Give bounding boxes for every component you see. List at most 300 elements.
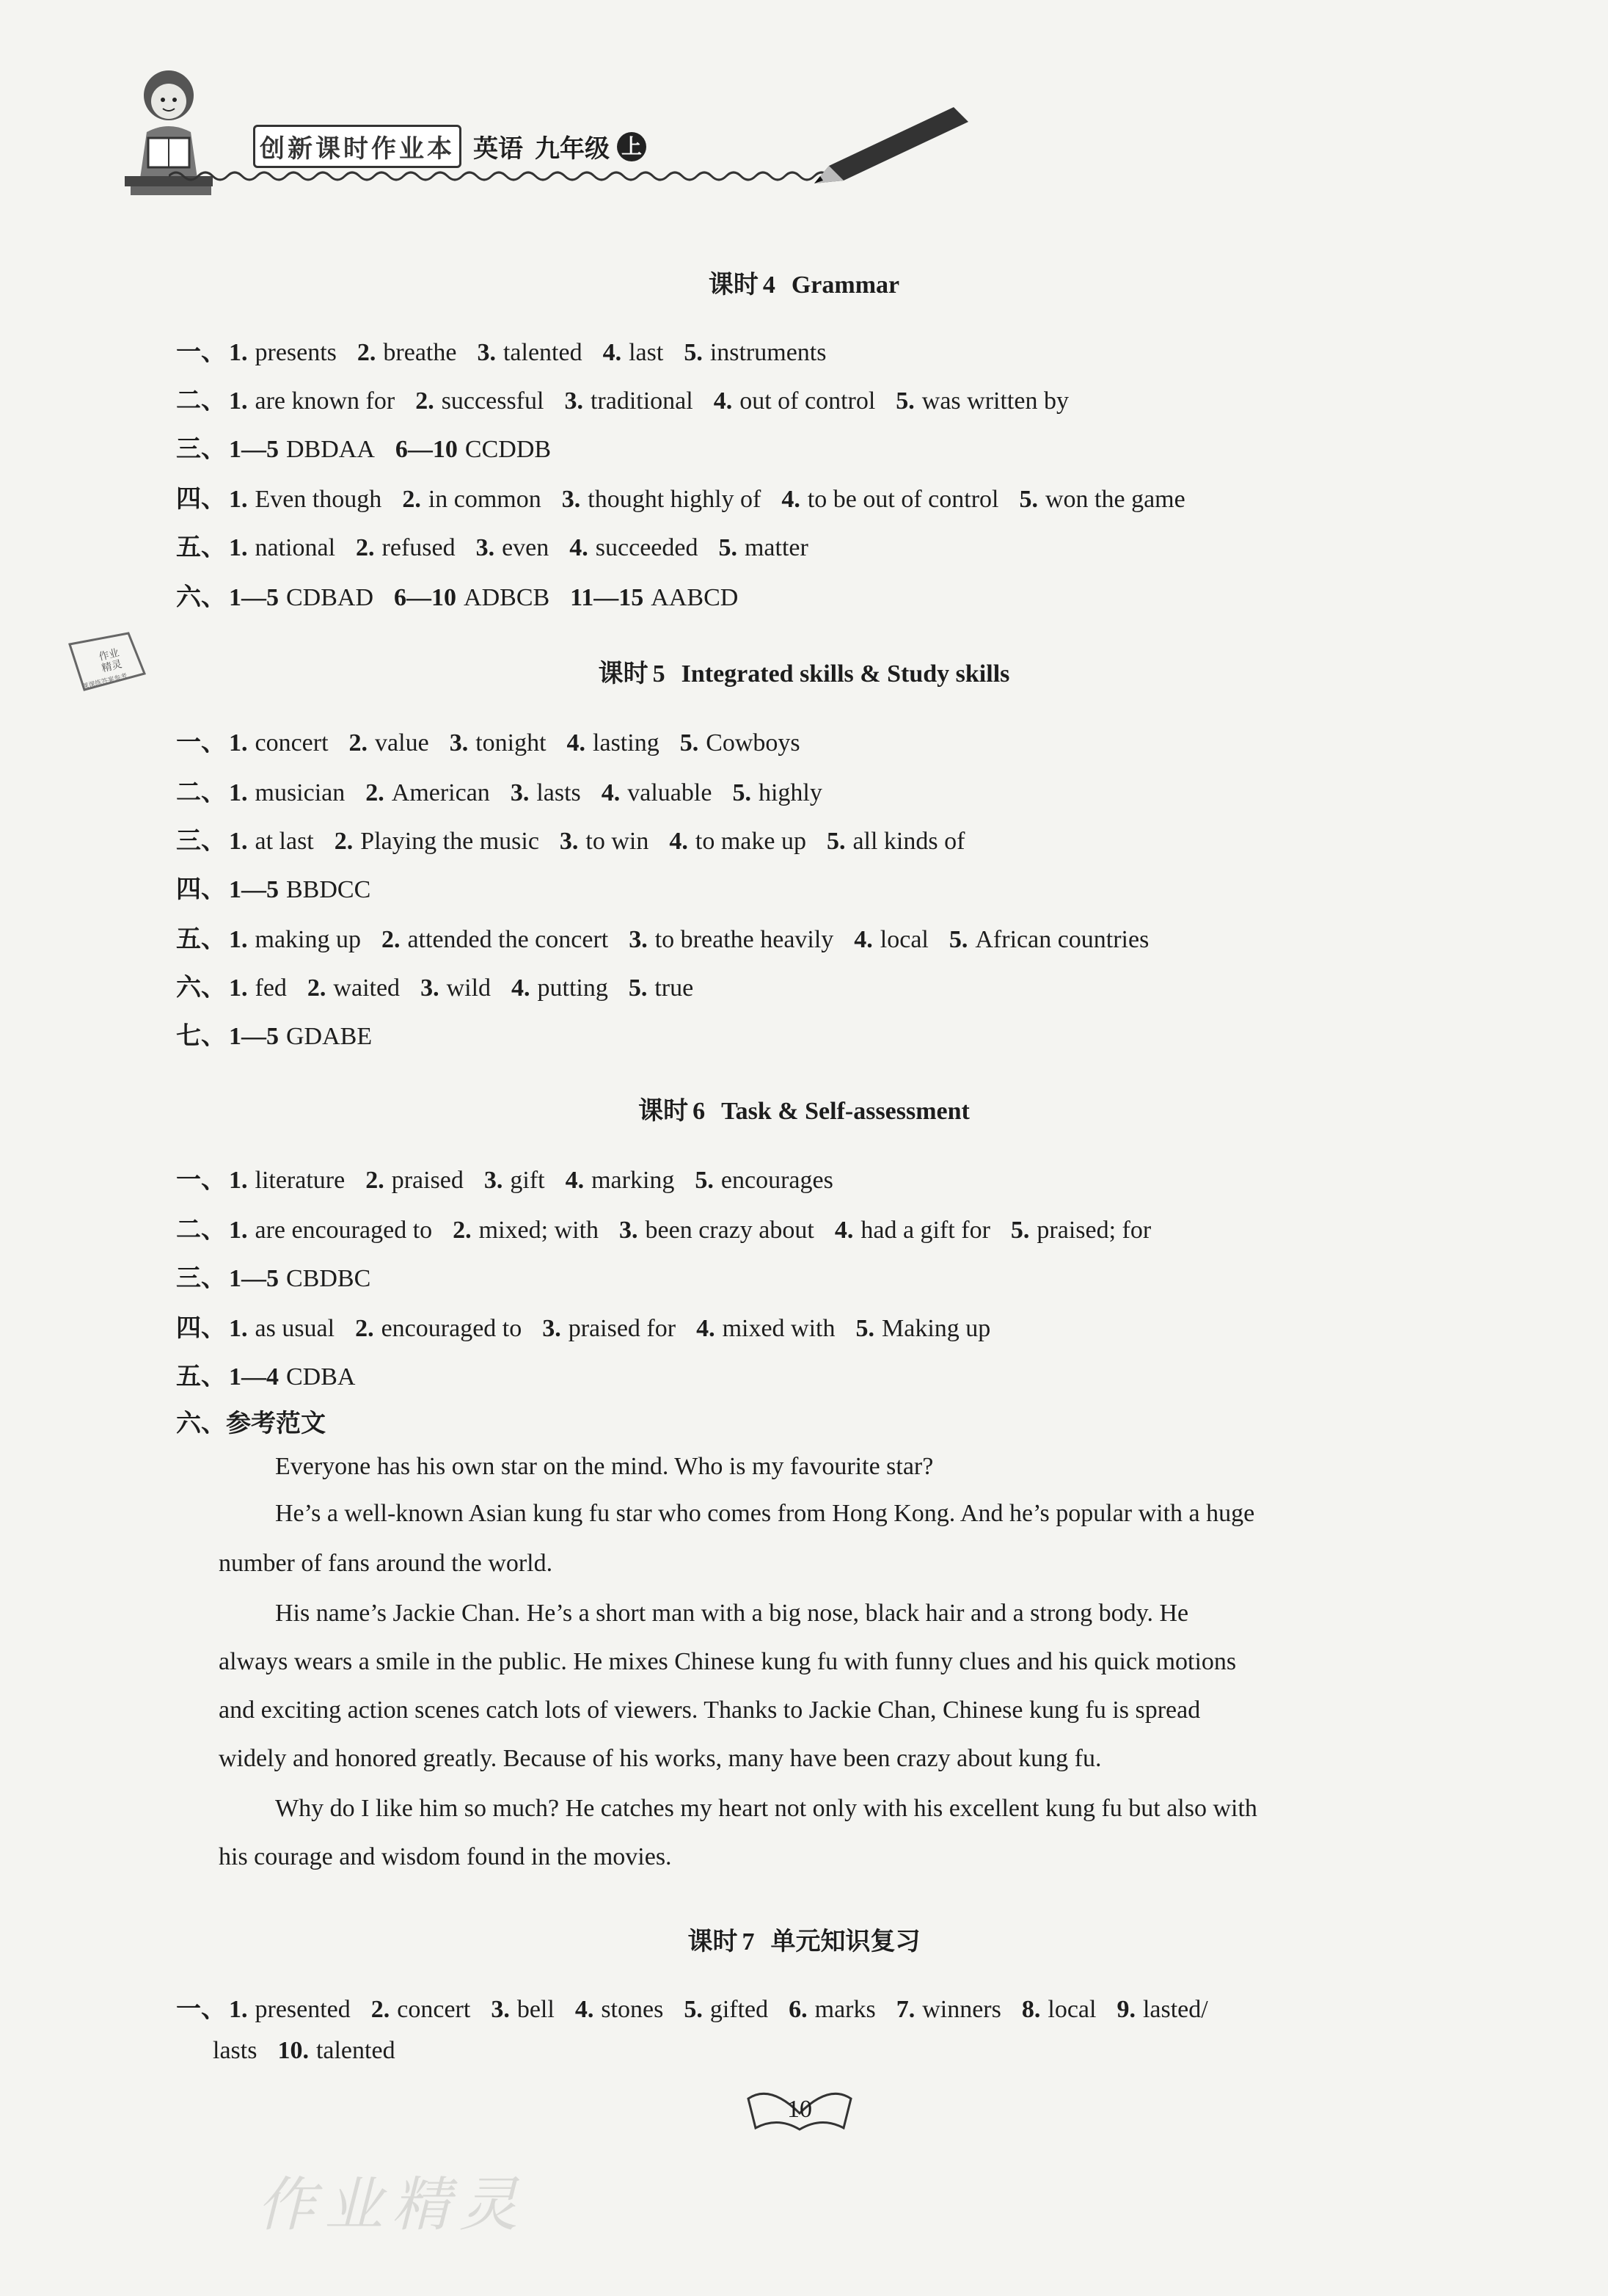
question-group-label: 六、 [176, 973, 226, 1002]
answer-text: gift [510, 1167, 545, 1194]
answer-text: American [391, 779, 490, 806]
answer-item [450, 729, 547, 757]
answer-text: matter [744, 534, 808, 561]
answer-text: mixed with [722, 1315, 836, 1342]
question-group-label: 二、 [176, 778, 226, 807]
answer-number: 8. [1021, 1996, 1041, 2023]
answer-text: concert [255, 729, 329, 757]
answer-item [229, 436, 375, 463]
answer-number: 4. [565, 1167, 585, 1194]
answer-text: all kinds of [852, 828, 965, 855]
essay-label: 六、参考范文 [176, 1409, 326, 1438]
answer-text: breathe [383, 339, 457, 366]
answer-text: lasted/ [1142, 1996, 1208, 2023]
grade-name: 九年级 [535, 134, 610, 164]
answer-number: 1. [229, 828, 248, 855]
answer-item [562, 486, 761, 513]
answer-text: to breathe heavily [654, 926, 834, 953]
answer-item [229, 1265, 370, 1292]
answer-number: 5. [684, 339, 703, 366]
answer-item [213, 2037, 257, 2064]
essay-heading [176, 1403, 329, 1439]
answer-text: won the game [1045, 486, 1185, 513]
answer-number: 3. [475, 534, 495, 561]
answer-number: 2. [370, 1996, 390, 2023]
answer-text: successful [441, 387, 544, 415]
watermark-text: 作业精灵 [257, 2171, 527, 2239]
answer-text: encourages [720, 1167, 833, 1194]
answer-number: 7. [896, 1996, 916, 2023]
answer-number: 5. [1019, 486, 1038, 513]
answer-item [229, 486, 381, 513]
answer-number: 1. [229, 729, 248, 757]
question-group-label: 四、 [176, 875, 226, 904]
answer-item [789, 1996, 876, 2023]
question-group-label: 二、 [176, 1215, 226, 1244]
answer-item [335, 828, 539, 855]
answer-number: 5. [732, 779, 751, 806]
answer-number: 1—5 [229, 584, 279, 611]
answer-line [176, 332, 847, 368]
volume-badge: 上 [617, 132, 646, 161]
answer-text: CBDBC [286, 1265, 371, 1292]
answer-item [229, 779, 345, 806]
question-group-label: 三、 [176, 434, 226, 464]
answer-item [1022, 1996, 1097, 2023]
answer-number: 4. [601, 779, 621, 806]
answer-item [277, 2037, 395, 2064]
answer-text: marks [814, 1996, 876, 2023]
answer-text: BBDCC [286, 876, 371, 903]
answer-item [575, 1996, 664, 2023]
answer-line [176, 722, 821, 758]
answer-number: 2. [453, 1217, 472, 1244]
answer-line [176, 527, 829, 563]
answer-text: praised for [568, 1315, 676, 1342]
question-group-label: 四、 [176, 1313, 226, 1343]
answer-text: Playing the music [360, 828, 539, 855]
answer-text: AABCD [651, 584, 739, 611]
answer-number: 4. [669, 828, 688, 855]
answer-number: 9. [1117, 1996, 1136, 2023]
answer-item [856, 1315, 991, 1342]
essay-line: widely and honored greatly. Because of his works, many have been crazy about kung fu. [219, 1745, 1102, 1772]
answer-number: 1—5 [229, 1265, 279, 1292]
answer-text: in common [428, 486, 541, 513]
answer-text: wild [446, 974, 491, 1002]
answer-line [176, 429, 571, 464]
answer-text: was written by [921, 387, 1069, 415]
lesson-label: 课时 [598, 660, 648, 688]
answer-text: marking [591, 1167, 675, 1194]
answer-item [229, 828, 314, 855]
answer-item [564, 387, 692, 415]
answer-item [229, 1023, 372, 1050]
answer-number: 2. [381, 926, 401, 953]
answer-item [835, 1217, 990, 1244]
question-group-label: 三、 [176, 1264, 226, 1293]
answer-item [355, 1315, 522, 1342]
answer-item [896, 1996, 1001, 2023]
answer-item [381, 926, 608, 953]
answer-number: 1. [229, 1217, 248, 1244]
answer-text: been crazy about [645, 1217, 814, 1244]
answer-number: 3. [483, 1167, 503, 1194]
answer-item [229, 1315, 335, 1342]
answer-item [684, 1996, 768, 2023]
answer-item [453, 1217, 599, 1244]
answer-item [420, 974, 491, 1002]
answer-number: 5. [855, 1315, 874, 1342]
answer-item [229, 534, 335, 561]
essay-line: his courage and wisdom found in the movies. [219, 1843, 672, 1870]
answer-text: presents [255, 339, 337, 366]
answer-item [542, 1315, 676, 1342]
answer-text: Even though [255, 486, 382, 513]
answer-text: even [502, 534, 549, 561]
answer-line [176, 1209, 1172, 1245]
answer-text: presented [255, 1996, 351, 2023]
answer-item [229, 1217, 432, 1244]
answer-item [1011, 1217, 1151, 1244]
answer-number: 3. [420, 974, 439, 1002]
answer-item [566, 1167, 675, 1194]
answer-item [395, 436, 551, 463]
answer-number: 2. [348, 729, 368, 757]
answer-text: Making up [882, 1315, 991, 1342]
question-group-label: 一、 [176, 1994, 226, 2024]
question-group-label: 五、 [176, 1362, 226, 1391]
answer-line [176, 478, 1206, 514]
answer-item [356, 534, 456, 561]
answer-number: 1—4 [229, 1363, 279, 1391]
answer-line [176, 1989, 1229, 2025]
answer-item [402, 486, 541, 513]
answer-number: 1. [229, 1996, 248, 2023]
page-number: 10 [787, 2096, 812, 2123]
answer-text: to make up [695, 828, 806, 855]
answer-item [669, 828, 806, 855]
essay-line: Why do I like him so much? He catches my heart not only with his excellent kung fu but also with [275, 1795, 1257, 1822]
answer-item [349, 729, 429, 757]
answer-text: CCDDB [464, 436, 552, 463]
answer-number: 5. [695, 1167, 714, 1194]
answer-number: 4. [781, 486, 800, 513]
question-group-label: 二、 [176, 386, 226, 415]
answer-number: 4. [566, 729, 586, 757]
answer-number: 4. [713, 387, 733, 415]
answer-text: traditional [590, 387, 693, 415]
answer-item [229, 729, 329, 757]
answer-item [1019, 486, 1185, 513]
answer-item [560, 828, 648, 855]
answer-text: valuable [627, 779, 712, 806]
answer-line [176, 869, 391, 905]
answer-item [680, 729, 800, 757]
answer-number: 3. [542, 1315, 561, 1342]
question-group-label: 一、 [176, 338, 226, 367]
answer-text: out of control [739, 387, 876, 415]
answer-item [229, 926, 361, 953]
answer-item [569, 534, 698, 561]
answer-number: 4. [574, 1996, 594, 2023]
essay-line: His name’s Jackie Chan. He’s a short man with a big nose, black hair and a strong body. He [275, 1600, 1189, 1627]
answer-number: 1. [229, 387, 248, 415]
answer-number: 1. [229, 486, 248, 513]
answer-text: literature [255, 1167, 346, 1194]
answer-number: 2. [357, 339, 376, 366]
answer-text: GDABE [286, 1023, 373, 1050]
answer-line [176, 577, 759, 613]
answer-number: 3. [561, 486, 581, 513]
answer-item [229, 339, 337, 366]
answer-text: African countries [975, 926, 1150, 953]
answer-number: 1. [229, 1315, 248, 1342]
answer-item [684, 339, 826, 366]
section-title-lesson-4 [0, 264, 1608, 300]
answer-number: 6—10 [394, 584, 457, 611]
answer-item [1117, 1996, 1207, 2023]
answer-item [229, 974, 287, 1002]
answer-number: 3. [619, 1217, 638, 1244]
answer-number: 1—5 [229, 436, 279, 463]
answer-item [477, 339, 582, 366]
answer-text: talented [503, 339, 582, 366]
question-group-label: 一、 [176, 1165, 226, 1195]
answer-text: putting [537, 974, 608, 1002]
answer-item [567, 729, 659, 757]
answer-number: 5. [896, 387, 915, 415]
answer-number: 2. [334, 828, 354, 855]
answer-number: 6—10 [395, 436, 458, 463]
answer-number: 1. [229, 1167, 248, 1194]
answer-item [484, 1167, 545, 1194]
answer-number: 1. [229, 779, 248, 806]
answer-number: 4. [854, 926, 873, 953]
essay-line: and exciting action scenes catch lots of viewers. Thanks to Jackie Chan, Chinese kung fu is spread [219, 1697, 1201, 1724]
essay-line: Everyone has his own star on the mind. Who is my favourite star? [275, 1453, 934, 1480]
answer-number: 1. [229, 974, 248, 1002]
page-number-badge [741, 2084, 858, 2135]
answer-number: 1. [229, 339, 248, 366]
answer-number: 5. [826, 828, 846, 855]
essay-line: He’s a well-known Asian kung fu star who comes from Hong Kong. And he’s popular with a huge [275, 1500, 1255, 1527]
answer-number: 6. [789, 1996, 808, 2023]
answer-number: 4. [696, 1315, 715, 1342]
answer-text: praised; for [1037, 1217, 1152, 1244]
answer-number: 5. [684, 1996, 703, 2023]
section-title-lesson-6 [0, 1090, 1608, 1126]
answer-item [511, 779, 581, 806]
answer-text: thought highly of [588, 486, 761, 513]
answer-text: CDBA [286, 1363, 356, 1391]
answer-item [371, 1996, 471, 2023]
answer-text: talented [315, 2037, 395, 2064]
pencil-icon [800, 103, 976, 191]
answer-text: waited [333, 974, 401, 1002]
answer-line [176, 772, 843, 808]
answer-text: tonight [475, 729, 547, 757]
answer-item [695, 1167, 833, 1194]
answer-line [176, 919, 1169, 955]
answer-text: CDBAD [286, 584, 374, 611]
answer-line [213, 2037, 416, 2065]
answer-item [229, 1363, 355, 1391]
answer-item [570, 584, 738, 611]
answer-number: 5. [679, 729, 699, 757]
answer-text: instruments [709, 339, 827, 366]
answer-number: 5. [628, 974, 648, 1002]
answer-text: as usual [255, 1315, 335, 1342]
lesson-number: 5 [652, 660, 665, 688]
answer-line [176, 820, 985, 856]
answer-item [357, 339, 457, 366]
answer-number: 3. [559, 828, 579, 855]
lesson-label: 课时 [687, 1928, 738, 1956]
answer-line [176, 1159, 854, 1195]
answer-text: to be out of control [807, 486, 999, 513]
answer-number: 3. [629, 926, 648, 953]
answer-number: 2. [365, 1167, 384, 1194]
answer-line [176, 380, 1089, 416]
answer-number: 2. [415, 387, 434, 415]
answer-number: 1. [229, 926, 248, 953]
answer-number: 2. [307, 974, 326, 1002]
answer-text: praised [391, 1167, 464, 1194]
answer-text: true [654, 974, 694, 1002]
answer-item [781, 486, 998, 513]
essay-line: always wears a smile in the public. He mixes Chinese kung fu with funny clues and his quick motions [219, 1648, 1237, 1675]
answer-line [176, 1016, 392, 1052]
answer-text: succeeded [595, 534, 698, 561]
answer-text: refused [381, 534, 456, 561]
essay-line: number of fans around the world. [219, 1550, 553, 1577]
answer-text: DBDAA [286, 436, 375, 463]
section-title-lesson-5 [0, 653, 1608, 689]
answer-text: winners [922, 1996, 1001, 2023]
answer-number: 10. [277, 2037, 309, 2064]
question-group-label: 五、 [176, 533, 226, 562]
question-group-label: 七、 [176, 1021, 226, 1051]
answer-number: 2. [402, 486, 421, 513]
answer-number: 1—5 [229, 1023, 279, 1050]
answer-text: attended the concert [407, 926, 609, 953]
answer-text: Cowboys [706, 729, 800, 757]
answer-number: 3. [449, 729, 469, 757]
answer-item [307, 974, 400, 1002]
answer-number: 4. [511, 974, 530, 1002]
answer-text: to win [585, 828, 649, 855]
answer-number: 2. [355, 1315, 374, 1342]
answer-item [229, 1996, 351, 2023]
answer-item [229, 876, 370, 903]
answer-text: stones [601, 1996, 664, 2023]
answer-item [603, 339, 664, 366]
answer-text: bell [516, 1996, 555, 2023]
answer-text: ADBCB [464, 584, 550, 611]
question-group-label: 三、 [176, 826, 226, 856]
question-group-label: 五、 [176, 925, 226, 954]
question-group-label: 六、 [176, 583, 226, 612]
answer-item [629, 974, 693, 1002]
lesson-topic: 单元知识复习 [770, 1928, 921, 1956]
answer-item [949, 926, 1149, 953]
answer-number: 11—15 [570, 584, 644, 611]
answer-number: 5. [949, 926, 968, 953]
answer-item [415, 387, 544, 415]
answer-item [629, 926, 833, 953]
answer-item [394, 584, 549, 611]
answer-item [619, 1217, 814, 1244]
answer-number: 3. [477, 339, 496, 366]
answer-text: local [880, 926, 929, 953]
question-group-label: 一、 [176, 728, 226, 757]
answer-text: national [255, 534, 336, 561]
answer-text: encouraged to [381, 1315, 522, 1342]
lesson-label: 课时 [638, 1098, 689, 1125]
answer-text: value [375, 729, 429, 757]
answer-text: mixed; with [478, 1217, 599, 1244]
answer-text: lasts [536, 779, 581, 806]
subject-name: 英语 [473, 134, 523, 164]
answer-item [696, 1315, 835, 1342]
answer-item [365, 1167, 464, 1194]
answer-text: highly [758, 779, 822, 806]
svg-text:课课练答案参考: 课课练答案参考 [81, 672, 128, 691]
answer-text: last [629, 339, 664, 366]
answer-number: 4. [834, 1217, 854, 1244]
answer-number: 2. [356, 534, 375, 561]
wavy-underline [169, 161, 902, 191]
answer-number: 5. [718, 534, 737, 561]
answer-item [896, 387, 1069, 415]
answer-number: 4. [602, 339, 622, 366]
answer-item [491, 1996, 554, 2023]
lesson-topic: Integrated skills & Study skills [681, 660, 1010, 688]
answer-text: musician [255, 779, 346, 806]
answer-number: 3. [564, 387, 583, 415]
answer-item [511, 974, 608, 1002]
answer-text: local [1048, 1996, 1097, 2023]
series-name: 创新课时作业本 [253, 125, 461, 168]
answer-text: making up [255, 926, 361, 953]
answer-text: had a gift for [860, 1217, 990, 1244]
answer-text: at last [255, 828, 314, 855]
answer-item [602, 779, 712, 806]
lesson-topic: Task & Self-assessment [721, 1098, 970, 1125]
answer-number: 3. [510, 779, 530, 806]
lesson-number: 6 [692, 1098, 706, 1125]
answer-number: 1—5 [229, 876, 279, 903]
answer-item [718, 534, 808, 561]
answer-item [365, 779, 490, 806]
answer-item [476, 534, 549, 561]
answer-item [714, 387, 876, 415]
answer-line [176, 1308, 1011, 1344]
section-title-lesson-7 [0, 1921, 1608, 1957]
answer-number: 1. [229, 534, 248, 561]
answer-item [229, 387, 395, 415]
answer-text: lasts [213, 2037, 257, 2064]
page-header [66, 59, 910, 198]
question-group-label: 四、 [176, 484, 226, 514]
answer-text: lasting [593, 729, 659, 757]
answer-text: gifted [709, 1996, 769, 2023]
answer-text: concert [397, 1996, 471, 2023]
lesson-number: 4 [762, 271, 775, 299]
answer-line [176, 1258, 391, 1294]
answer-number: 4. [569, 534, 588, 561]
